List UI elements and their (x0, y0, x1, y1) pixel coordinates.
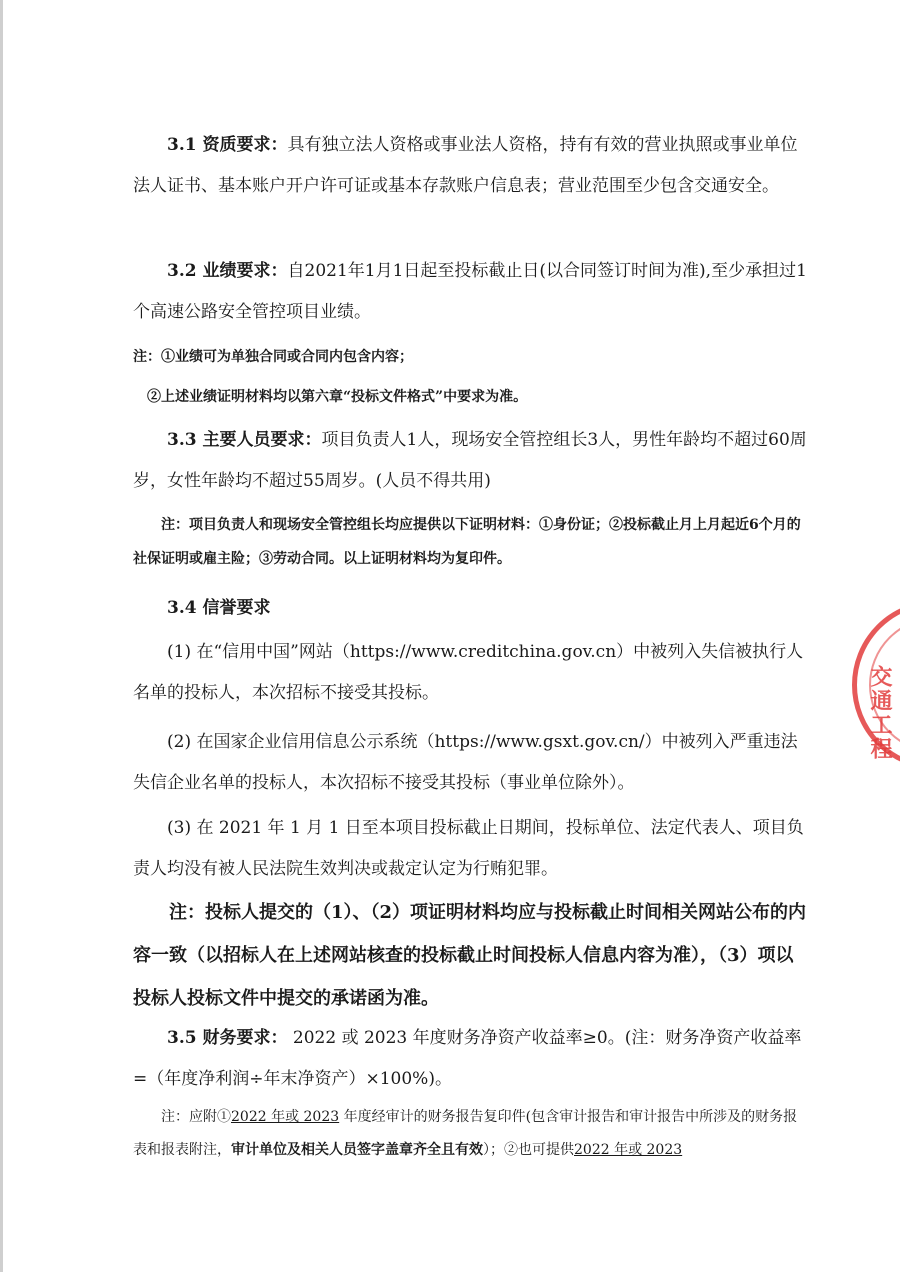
section-3-4-title: 3.4 信誉要求 (167, 598, 271, 618)
section-3-3 (133, 420, 809, 502)
section-3-4-note: 注：投标人提交的（1）、（2）项证明材料均应与投标截止时间相关网站公布的内容一致（以招标人在上述网站核查的投标截止时间投标人信息内容为准），（3）项以投标人投标文件中提交的承诺函为准。 (133, 902, 807, 1009)
section-3-1-text: 具有独立法人资格或事业法人资格，持有有效的营业执照或事业单位法人证书、基本账户开户许可证或基本存款账户信息表；营业范围至少包含交通安全。 (133, 135, 798, 196)
section-3-1 (133, 125, 809, 207)
section-3-2-text: 自2021年1月1日起至投标截止日(以合同签订时间为准),至少承担过1个高速公路安全管控项目业绩。 (133, 261, 807, 322)
section-3-4-item-1: (1) 在“信用中国”网站（https://www.creditchina.gov.cn）中被列入失信被执行人名单的投标人，本次招标不接受其投标。 (133, 642, 804, 703)
section-3-5-note (133, 1101, 809, 1167)
note-prefix: 注：应附① (161, 1109, 231, 1125)
section-3-4-item-2: (2) 在国家企业信用信息公示系统（https://www.gsxt.gov.cn/）中被列入严重违法失信企业名单的投标人，本次招标不接受其投标（事业单位除外）。 (133, 732, 798, 793)
section-3-1-label: 3.1 资质要求： (167, 135, 288, 155)
section-3-3-label: 3.3 主要人员要求： (167, 430, 322, 450)
note-audit-requirement: 审计单位及相关人员签字盖章齐全且有效 (231, 1142, 483, 1158)
note-years-2: 2022 年或 2023 (574, 1142, 683, 1158)
section-3-3-text: 项目负责人1人，现场安全管控组长3人，男性年龄均不超过60周岁，女性年龄均不超过55周岁。(人员不得共用) (133, 430, 807, 491)
section-3-5-label: 3.5 财务要求： (167, 1028, 288, 1048)
section-3-5 (133, 1018, 809, 1100)
official-seal-stamp (852, 600, 900, 770)
section-3-3-note: 注：项目负责人和现场安全管控组长均应提供以下证明材料：①身份证；②投标截止月上月起近6个月的社保证明或雇主险；③劳动合同。以上证明材料均为复印件。 (133, 517, 801, 567)
section-3-5-text: 2022 或 2023 年度财务净资产收益率≥0。(注：财务净资产收益率=（年度净利润÷年末净资产）×100%)。 (133, 1028, 802, 1089)
note-alt: ）；②也可提供 (483, 1142, 574, 1158)
seal-text: 交通工程 (867, 665, 893, 761)
section-3-2-note-1: 注：①业绩可为单独合同或合同内包含内容； (133, 349, 413, 365)
section-3-2-label: 3.2 业绩要求： (167, 261, 288, 281)
page-edge (0, 0, 3, 1272)
section-3-4-item-3: (3) 在 2021 年 1 月 1 日至本项目投标截止日期间，投标单位、法定代表人、项目负责人均没有被人民法院生效判决或裁定认定为行贿犯罪。 (133, 818, 804, 879)
section-3-2-note-2: ②上述业绩证明材料均以第六章“投标文件格式”中要求为准。 (147, 389, 528, 405)
note-body: 年度经审计的财务报告复印件(包含审计报告和审计报告中所涉及的财务报表和报表附注， (133, 1109, 798, 1158)
section-3-2 (133, 251, 809, 333)
note-years-1: 2022 年或 2023 (231, 1109, 340, 1125)
